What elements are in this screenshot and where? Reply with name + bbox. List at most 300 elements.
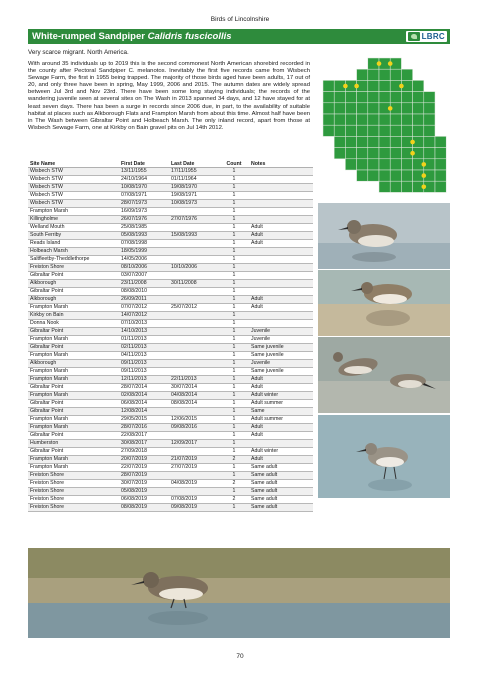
cell-count: 1 (219, 168, 249, 176)
table-row (28, 456, 313, 464)
cell-last-date (169, 336, 219, 344)
map-record-dot (399, 84, 404, 89)
cell-last-date (169, 312, 219, 320)
map-grid-square (357, 92, 368, 103)
map-grid-square (413, 103, 424, 114)
column-header-count: Count (219, 160, 249, 168)
map-grid-square (334, 103, 345, 114)
cell-last-date: 10/08/1973 (169, 200, 219, 208)
table-row (28, 368, 313, 376)
map-record-dot (410, 140, 415, 145)
cell-first-date: 14/05/2006 (119, 256, 169, 264)
map-grid-square (334, 125, 345, 136)
photo-sandpiper-on-shore (28, 548, 450, 638)
cell-site: Donna Nook (28, 320, 119, 328)
cell-site: Gibraltar Point (28, 384, 119, 392)
map-grid-square (368, 148, 379, 159)
cell-site: Frampton Marsh (28, 392, 119, 400)
map-grid-square (401, 170, 412, 181)
map-grid-square (424, 148, 435, 159)
cell-last-date (169, 320, 219, 328)
cell-first-date: 07/07/2012 (119, 304, 169, 312)
lbrc-logo-icon (408, 32, 420, 41)
cell-last-date: 10/10/2006 (169, 264, 219, 272)
cell-first-date: 18/05/1999 (119, 248, 169, 256)
cell-count: 1 (219, 344, 249, 352)
cell-last-date: 30/11/2008 (169, 280, 219, 288)
species-scientific-name: Calidris fuscicollis (147, 31, 232, 42)
cell-site: Gibraltar Point (28, 344, 119, 352)
map-grid-square (357, 103, 368, 114)
cell-count: 1 (219, 248, 249, 256)
cell-last-date: 27/07/1976 (169, 216, 219, 224)
map-grid-square (413, 125, 424, 136)
map-grid-square (401, 103, 412, 114)
cell-notes: Same adult (249, 488, 313, 496)
cell-site: Wisbech STW (28, 192, 119, 200)
map-grid-square (368, 92, 379, 103)
map-record-dot (422, 162, 427, 167)
map-grid-square (401, 92, 412, 103)
map-grid-square (357, 114, 368, 125)
cell-count: 1 (219, 288, 249, 296)
cell-first-date: 30/07/2019 (119, 480, 169, 488)
map-grid-square (323, 92, 334, 103)
cell-site: Frampton Marsh (28, 416, 119, 424)
cell-first-date: 22/08/2017 (119, 432, 169, 440)
cell-notes: Same (249, 408, 313, 416)
cell-first-date: 07/08/1971 (119, 192, 169, 200)
table-row (28, 472, 313, 480)
map-record-dot (388, 61, 393, 66)
cell-count: 1 (219, 336, 249, 344)
cell-first-date: 07/08/1998 (119, 240, 169, 248)
table-row (28, 248, 313, 256)
cell-site: Wisbech STW (28, 168, 119, 176)
map-grid-square (379, 170, 390, 181)
map-grid-square (435, 159, 446, 170)
cell-site: South Ferriby (28, 232, 119, 240)
cell-first-date: 01/11/2013 (119, 336, 169, 344)
species-account-text: With around 35 individuals up to 2019 this is the second commonest North American shorebird recorded in the county after Pectoral Sandpiper C. melanotos. Inevitably the first five records came from Wisbech Sewage Farm, the first in 1955 being trapped. The majority of those birds aged have been adults, 17 out of 20, and only three have been in spring, May 1999, 2006 and 2015. The autumn dates are widely spread between Jul 3rd and Nov 23rd. There have been some long staying individuals; the records of the wandering juvenile seen at several sites on The Wash in 2013 spanned 34 days, and 12 have stayed for at least seven days. There has been a surge in records since 2006 due, in part, to the availability of suitable habitat at places such as Alkborough Flats and Frampton Marsh from about this time. Almost half have been in The Wash between Gibraltar Point and Holbeach Marsh. The only inland record, apart from those at Wisbech Sewage Farm, one at Kirkby on Bain gravel pits on Jul 14th 2012. (28, 61, 310, 131)
cell-first-date: 13/11/1955 (119, 168, 169, 176)
table-row (28, 264, 313, 272)
map-grid-square (368, 114, 379, 125)
cell-count: 2 (219, 456, 249, 464)
cell-site: Freiston Shore (28, 480, 119, 488)
cell-site: Gibraltar Point (28, 448, 119, 456)
cell-notes: Adult (249, 384, 313, 392)
cell-count: 1 (219, 264, 249, 272)
cell-count: 1 (219, 272, 249, 280)
cell-site: Gibraltar Point (28, 272, 119, 280)
cell-site: Gibraltar Point (28, 328, 119, 336)
map-grid-square (357, 170, 368, 181)
table-row (28, 424, 313, 432)
cell-site: Killingholme (28, 216, 119, 224)
table-row (28, 176, 313, 184)
cell-site: Frampton Marsh (28, 424, 119, 432)
cell-first-date: 04/11/2013 (119, 352, 169, 360)
cell-count: 1 (219, 392, 249, 400)
distribution-map (321, 56, 450, 194)
cell-count: 1 (219, 416, 249, 424)
cell-notes (249, 264, 313, 272)
cell-site: Gibraltar Point (28, 288, 119, 296)
map-record-dot (377, 61, 382, 66)
map-grid-square (368, 159, 379, 170)
cell-first-date: 24/10/1964 (119, 176, 169, 184)
cell-first-date: 12/11/2013 (119, 376, 169, 384)
cell-site: Freiston Shore (28, 472, 119, 480)
cell-first-date: 28/07/2014 (119, 384, 169, 392)
table-row (28, 416, 313, 424)
cell-notes (249, 320, 313, 328)
cell-count: 1 (219, 368, 249, 376)
map-grid-square (345, 92, 356, 103)
cell-notes (249, 208, 313, 216)
cell-last-date (169, 288, 219, 296)
cell-site: Saltfleetby-Theddlethorpe (28, 256, 119, 264)
cell-last-date: 09/08/2019 (169, 504, 219, 512)
table-row (28, 240, 313, 248)
cell-last-date (169, 368, 219, 376)
cell-site: Frampton Marsh (28, 352, 119, 360)
map-grid-square (424, 92, 435, 103)
table-row (28, 184, 313, 192)
map-grid-square (379, 114, 390, 125)
map-grid-square (323, 80, 334, 91)
map-grid-square (379, 159, 390, 170)
cell-count: 1 (219, 432, 249, 440)
map-grid-square (424, 103, 435, 114)
table-row (28, 288, 313, 296)
cell-notes: Adult summer (249, 400, 313, 408)
cell-count: 1 (219, 472, 249, 480)
cell-notes (249, 168, 313, 176)
cell-count: 1 (219, 304, 249, 312)
map-grid-square (379, 69, 390, 80)
table-row (28, 224, 313, 232)
cell-notes: Juvenile (249, 328, 313, 336)
table-row (28, 208, 313, 216)
cell-notes: Same adult (249, 472, 313, 480)
species-status: Very scarce migrant. North America. (28, 49, 129, 56)
cell-first-date: 06/08/2014 (119, 400, 169, 408)
cell-site: Gibraltar Point (28, 432, 119, 440)
cell-last-date: 12/09/2017 (169, 440, 219, 448)
cell-first-date: 14/07/2012 (119, 312, 169, 320)
cell-count: 2 (219, 480, 249, 488)
cell-site: Alkborough (28, 280, 119, 288)
map-grid-square (345, 159, 356, 170)
cell-count: 1 (219, 224, 249, 232)
table-row (28, 216, 313, 224)
map-grid-square (368, 80, 379, 91)
page-header: Birds of Lincolnshire (210, 16, 270, 23)
cell-last-date: 22/11/2013 (169, 376, 219, 384)
cell-notes (249, 280, 313, 288)
map-grid-square (323, 114, 334, 125)
table-row (28, 480, 313, 488)
cell-last-date (169, 328, 219, 336)
cell-first-date: 28/07/1973 (119, 200, 169, 208)
cell-site: Gibraltar Point (28, 400, 119, 408)
cell-last-date (169, 256, 219, 264)
map-grid-square (390, 148, 401, 159)
map-grid-square (390, 114, 401, 125)
cell-last-date: 01/11/1964 (169, 176, 219, 184)
cell-count: 1 (219, 176, 249, 184)
cell-last-date: 19/08/1971 (169, 192, 219, 200)
table-row (28, 432, 313, 440)
cell-last-date: 30/07/2014 (169, 384, 219, 392)
cell-count: 1 (219, 280, 249, 288)
cell-notes (249, 192, 313, 200)
cell-first-date: 27/09/2018 (119, 448, 169, 456)
map-grid-square (401, 159, 412, 170)
map-grid-square (390, 69, 401, 80)
map-grid-square (390, 92, 401, 103)
map-grid-square (413, 114, 424, 125)
map-grid-square (435, 136, 446, 147)
cell-first-date: 08/10/2006 (119, 264, 169, 272)
table-row (28, 392, 313, 400)
cell-first-date: 09/11/2013 (119, 368, 169, 376)
map-grid-square (379, 181, 390, 192)
cell-count: 1 (219, 488, 249, 496)
cell-site: Frampton Marsh (28, 368, 119, 376)
cell-count: 1 (219, 184, 249, 192)
table-row (28, 256, 313, 264)
map-grid-square (368, 125, 379, 136)
map-grid-square (413, 80, 424, 91)
cell-first-date: 20/07/2019 (119, 456, 169, 464)
map-grid-square (334, 92, 345, 103)
cell-count: 1 (219, 232, 249, 240)
map-grid-square (368, 170, 379, 181)
page-number: 70 (236, 653, 244, 660)
table-row (28, 408, 313, 416)
cell-site: Freiston Shore (28, 504, 119, 512)
map-grid-square (357, 148, 368, 159)
cell-site: Frampton Marsh (28, 464, 119, 472)
cell-site: Freiston Shore (28, 264, 119, 272)
species-title-bar (28, 29, 450, 44)
cell-count: 1 (219, 400, 249, 408)
cell-notes (249, 184, 313, 192)
cell-notes: Adult (249, 304, 313, 312)
cell-first-date: 25/08/1985 (119, 224, 169, 232)
cell-notes: Adult winter (249, 392, 313, 400)
cell-count: 1 (219, 384, 249, 392)
cell-first-date: 14/10/2013 (119, 328, 169, 336)
table-row (28, 168, 313, 176)
map-record-dot (354, 84, 359, 89)
cell-first-date: 23/11/2008 (119, 280, 169, 288)
map-grid-square (368, 69, 379, 80)
cell-site: Holbeach Marsh (28, 248, 119, 256)
table-row (28, 272, 313, 280)
species-common-name: White-rumped Sandpiper (32, 31, 145, 42)
map-grid-square (345, 125, 356, 136)
map-record-dot (388, 106, 393, 111)
cell-last-date: 25/07/2012 (169, 304, 219, 312)
map-grid-square (379, 136, 390, 147)
table-row (28, 344, 313, 352)
column-header-site: Site Name (28, 160, 119, 168)
cell-count: 1 (219, 240, 249, 248)
cell-notes: Adult (249, 240, 313, 248)
cell-last-date (169, 432, 219, 440)
map-grid-square (368, 103, 379, 114)
map-record-dot (343, 84, 348, 89)
table-row (28, 232, 313, 240)
table-row (28, 384, 313, 392)
cell-notes: Same juvenile (249, 344, 313, 352)
cell-notes: Adult (249, 424, 313, 432)
map-grid-square (435, 170, 446, 181)
cell-count: 1 (219, 376, 249, 384)
cell-first-date: 09/11/2013 (119, 360, 169, 368)
map-grid-square (334, 136, 345, 147)
map-record-dot (422, 185, 427, 190)
cell-notes: Adult winter (249, 448, 313, 456)
cell-site: Freiston Shore (28, 496, 119, 504)
cell-notes (249, 312, 313, 320)
table-row (28, 296, 313, 304)
map-grid-square (345, 114, 356, 125)
cell-notes: Same adult (249, 464, 313, 472)
map-grid-square (390, 159, 401, 170)
cell-notes: Juvenile (249, 336, 313, 344)
cell-last-date: 21/07/2019 (169, 456, 219, 464)
cell-last-date: 07/08/2019 (169, 496, 219, 504)
cell-last-date: 04/08/2014 (169, 392, 219, 400)
map-grid-square (368, 136, 379, 147)
table-row (28, 400, 313, 408)
cell-site: Wisbech STW (28, 200, 119, 208)
cell-count: 1 (219, 464, 249, 472)
table-row (28, 496, 313, 504)
photo-juvenile-sandpiper-2 (318, 270, 450, 336)
cell-first-date: 26/09/2011 (119, 296, 169, 304)
cell-first-date: 05/08/1993 (119, 232, 169, 240)
cell-last-date (169, 240, 219, 248)
cell-notes: Same juvenile (249, 368, 313, 376)
table-row (28, 504, 313, 512)
cell-site: Frampton Marsh (28, 456, 119, 464)
cell-site: Reads Island (28, 240, 119, 248)
map-grid-square (435, 148, 446, 159)
cell-last-date (169, 224, 219, 232)
cell-notes (249, 288, 313, 296)
cell-site: Humberston (28, 440, 119, 448)
cell-last-date: 08/08/2014 (169, 400, 219, 408)
map-record-dot (422, 173, 427, 178)
cell-site: Frampton Marsh (28, 336, 119, 344)
cell-notes: Adult summer (249, 416, 313, 424)
cell-last-date (169, 360, 219, 368)
table-row (28, 448, 313, 456)
cell-first-date: 06/08/2019 (119, 496, 169, 504)
table-row (28, 200, 313, 208)
cell-notes: Same juvenile (249, 352, 313, 360)
lbrc-logo-text: LBRC (421, 32, 445, 41)
map-grid-square (401, 125, 412, 136)
cell-notes: Adult (249, 232, 313, 240)
cell-first-date: 12/08/2014 (119, 408, 169, 416)
cell-notes (249, 272, 313, 280)
cell-first-date: 16/09/1973 (119, 208, 169, 216)
cell-first-date: 08/08/2019 (119, 504, 169, 512)
map-grid-square (323, 103, 334, 114)
cell-site: Alkborough (28, 296, 119, 304)
map-grid-square (435, 181, 446, 192)
table-row (28, 336, 313, 344)
cell-count: 1 (219, 200, 249, 208)
cell-notes: Adult (249, 296, 313, 304)
cell-notes (249, 248, 313, 256)
table-row (28, 360, 313, 368)
cell-count: 1 (219, 296, 249, 304)
map-grid-square (401, 69, 412, 80)
map-grid-square (390, 170, 401, 181)
table-row (28, 376, 313, 384)
photo-adult-sandpiper-wading (318, 415, 450, 498)
cell-notes (249, 200, 313, 208)
cell-first-date: 02/11/2013 (119, 344, 169, 352)
cell-last-date: 27/07/2019 (169, 464, 219, 472)
map-grid-square (379, 148, 390, 159)
map-grid-square (424, 125, 435, 136)
map-grid-square (357, 136, 368, 147)
cell-site: Kirkby on Bain (28, 312, 119, 320)
table-row (28, 304, 313, 312)
photo-juvenile-sandpiper-1 (318, 203, 450, 269)
cell-notes (249, 256, 313, 264)
cell-site: Frampton Marsh (28, 376, 119, 384)
cell-first-date: 10/08/1970 (119, 184, 169, 192)
cell-last-date: 19/08/1970 (169, 184, 219, 192)
map-grid-square (345, 136, 356, 147)
map-grid-square (379, 80, 390, 91)
cell-last-date (169, 472, 219, 480)
cell-last-date (169, 408, 219, 416)
cell-notes: Adult (249, 456, 313, 464)
column-header-notes: Notes (249, 160, 313, 168)
cell-last-date: 17/11/1955 (169, 168, 219, 176)
column-header-first-date: First Date (119, 160, 169, 168)
cell-count: 1 (219, 328, 249, 336)
cell-notes: Adult (249, 432, 313, 440)
cell-first-date: 02/08/2014 (119, 392, 169, 400)
table-row (28, 312, 313, 320)
cell-count: 1 (219, 216, 249, 224)
cell-first-date: 28/07/2016 (119, 424, 169, 432)
cell-first-date: 30/08/2017 (119, 440, 169, 448)
map-grid-square (390, 136, 401, 147)
cell-first-date: 03/07/2007 (119, 272, 169, 280)
cell-count: 1 (219, 360, 249, 368)
cell-site: Frampton Marsh (28, 208, 119, 216)
cell-notes (249, 440, 313, 448)
table-row (28, 464, 313, 472)
records-table (28, 160, 313, 512)
map-grid-square (379, 92, 390, 103)
table-row (28, 192, 313, 200)
cell-first-date: 22/07/2019 (119, 464, 169, 472)
